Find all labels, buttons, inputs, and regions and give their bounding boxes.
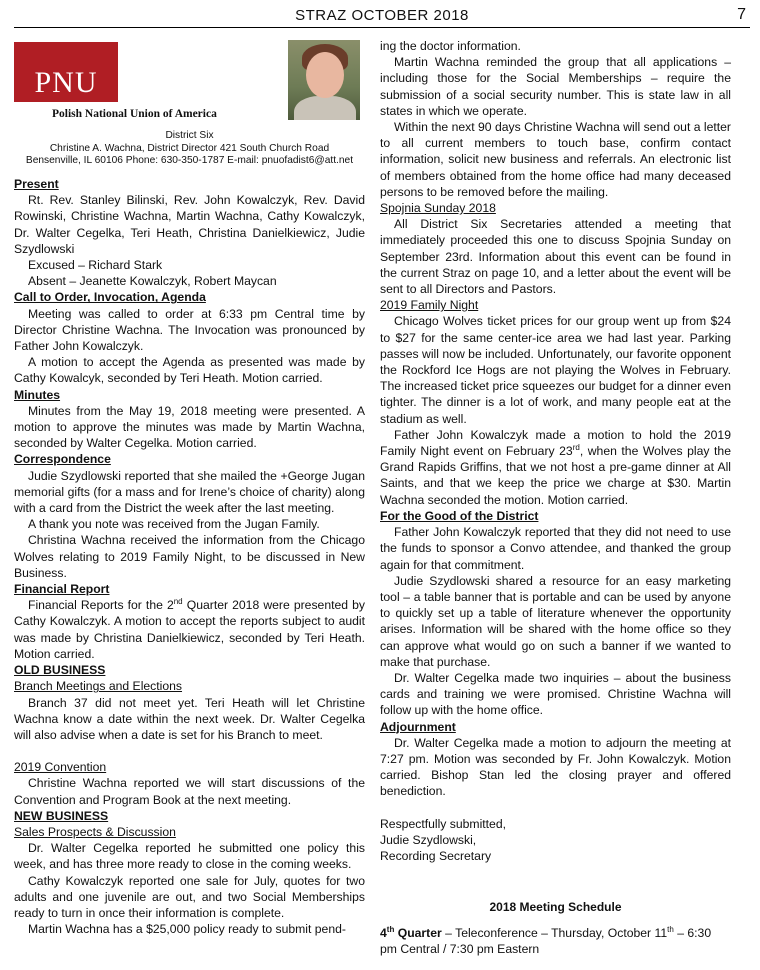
district-info xyxy=(14,130,365,168)
paragraph: Minutes from the May 19, 2018 meeting were presented. A motion to approve the minutes was made by Martin Wachna, seconded by Walter Cegelka. Motion carried. xyxy=(14,403,365,451)
district-name: District Six xyxy=(165,130,214,141)
paragraph: Dr. Walter Cegelka made a motion to adjourn the meeting at 7:27 pm. Motion was seconded by Fr. John Kowalczyk. Motion carried. Bishop Stan led the closing prayer and offered benediction. xyxy=(380,735,731,799)
subheading-family-night: 2019 Family Night xyxy=(380,298,479,313)
subheading-branch-meetings: Branch Meetings and Elections xyxy=(14,679,183,694)
organization-name: Polish National Union of America xyxy=(52,108,217,120)
schedule-entry: 4th Quarter – Teleconference – Thursday, October 11th – 6:30 pm Central / 7:30 pm Eastern xyxy=(380,924,712,957)
paragraph: A motion to accept the Agenda as presented was made by Cathy Kowalcyk, seconded by Teri Heath. Motion carried. xyxy=(14,355,365,386)
pnu-logo xyxy=(14,42,118,102)
paragraph: Judie Szydlowski shared a resource for an easy marketing tool – a table banner that is portable and can be used by anyone to quickly set up a table of literature whenever the opportunity arises. Information will be shared with the home office so they can approve what would go on such a banner if we wanted to make that purchase. xyxy=(380,573,731,669)
signature-title: Recording Secretary xyxy=(380,848,492,863)
paragraph: Financial Reports for the 2nd Quarter 2018 were presented by Cathy Kowalczyk. A motion to accept the reports subject to audit was made by Christina Danielkiewicz, seconded by Teri Heath. Motion carried. xyxy=(14,597,365,661)
paragraph: Dr. Walter Cegelka made two inquiries – about the business cards and training we were promised. Christine Wachna will follow up with the home office. xyxy=(380,670,731,718)
page-header xyxy=(14,6,750,28)
paragraph: Absent – Jeanette Kowalczyk, Robert Maycan xyxy=(28,274,277,289)
paragraph: Rt. Rev. Stanley Bilinski, Rev. John Kowalczyk, Rev. David Rowinski, Christine Wachna, Martin Wachna, Cathy Kowalczyk, Dr. Walter Cegelka, Teri Heath, Christina Danielkiewicz, Judie Szydlowski xyxy=(14,193,365,256)
paragraph: Martin Wachna reminded the group that all applications – including those for the Social Memberships – require the submission of a social security number. This is state law in all states in which we operate. xyxy=(380,55,731,118)
paragraph: Dr. Walter Cegelka reported he submitted one policy this week, and has three more ready to close in the coming weeks. xyxy=(14,841,365,872)
heading-good-of-district: For the Good of the District xyxy=(380,508,539,523)
paragraph: Christina Wachna received the information from the Chicago Wolves relating to 2019 Family Night, to be discussed in New Business. xyxy=(14,533,365,580)
left-column xyxy=(14,176,365,937)
paragraph: Judie Szydlowski reported that she mailed the +George Jugan memorial gifts (for a mass and for Irene’s choice of charity) along with a card from the District the week after the last meeting. xyxy=(14,468,365,516)
paragraph: Christine Wachna reported we will start discussions of the Convention and Program Book at the next meeting. xyxy=(14,776,365,807)
paragraph: Meeting was called to order at 6:33 pm Central time by Director Christine Wachna. The Invocation was pronounced by Father John Kowalczyk. xyxy=(14,306,365,354)
subheading-convention: 2019 Convention xyxy=(14,760,107,775)
publication-title: STRAZ OCTOBER 2018 xyxy=(295,7,469,24)
paragraph: Excused – Richard Stark xyxy=(28,258,163,273)
heading-new-business: NEW BUSINESS xyxy=(14,808,109,823)
paragraph: Father John Kowalczyk made a motion to hold the 2019 Family Night event on February 23rd, when the Wolves play the Grand Rapids Griffins, that we not host a pre-game dinner at All Saints, and that we keep the price we charge at $30. Martin Wachna seconded the motion. Motion carried. xyxy=(380,427,731,507)
heading-correspondence: Correspondence xyxy=(14,452,111,467)
paragraph: Within the next 90 days Christine Wachna will send out a letter to all current members to touch base, confirm contact information, solicit new business and referrals. An electronic list of members obtained from the home office had many deceased persons to be removed before the mailing. xyxy=(380,120,731,199)
paragraph: All District Six Secretaries attended a meeting that immediately proceeded this one to discuss Spojnia Sunday on September 23rd. Information about this event can be found in the current Straz on page 10, and a letter about the event will be sent to all Directors and Pastors. xyxy=(380,217,731,297)
heading-call-to-order: Call to Order, Invocation, Agenda xyxy=(14,290,206,305)
schedule-title: 2018 Meeting Schedule xyxy=(489,900,622,914)
pnu-logo-text: PNU xyxy=(34,66,98,99)
paragraph: Branch 37 did not meet yet. Teri Heath will let Christine Wachna know a date within the next week. Dr. Walter Cegelka will also advise when a date is set for his Branch to meet. xyxy=(14,695,365,742)
signature-line: Respectfully submitted, xyxy=(380,816,506,831)
paragraph: Father John Kowalczyk reported that they did not need to use the funds to sponsor a Convo attendee, and thanked the group again for that commitment. xyxy=(380,525,731,572)
subheading-sales-prospects: Sales Prospects & Discussion xyxy=(14,824,176,839)
right-column xyxy=(380,38,731,864)
signature-name: Judie Szydlowski, xyxy=(380,832,477,847)
paragraph: Chicago Wolves ticket prices for our group went up from $24 to $27 for the same center-ice area we had last year. Parking passes will now be included. Unfortunately, our favorite opponent the Rockford Ice Hogs are not playing the Wolves in February. The increased ticket price squeezes our budget for a dinner even tighter. The dinner is a lot of work, and many people eat at the stadium as well. xyxy=(380,314,731,426)
paragraph: Martin Wachna has a $25,000 policy ready to submit pend- xyxy=(28,922,346,937)
heading-present: Present xyxy=(14,177,59,191)
paragraph: ing the doctor information. xyxy=(380,39,521,53)
district-director: Christine A. Wachna, District Director 421 South Church Road xyxy=(49,142,330,154)
heading-minutes: Minutes xyxy=(14,387,61,402)
director-photo xyxy=(288,40,360,120)
heading-old-business: OLD BUSINESS xyxy=(14,663,106,678)
subheading-spojnia-sunday: Spojnia Sunday 2018 xyxy=(380,201,496,216)
page-number: 7 xyxy=(737,6,746,23)
heading-financial-report: Financial Report xyxy=(14,582,110,597)
paragraph: Cathy Kowalczyk reported one sale for July, quotes for two adults and one juvenile are out, and two Social Memberships ready to turn in once their information is complete. xyxy=(14,873,365,920)
heading-adjournment: Adjournment xyxy=(380,719,456,734)
district-contact: Bensenville, IL 60106 Phone: 630-350-1787 E-mail: pnuofadist6@att.net xyxy=(25,155,354,167)
paragraph: A thank you note was received from the Jugan Family. xyxy=(28,517,320,532)
